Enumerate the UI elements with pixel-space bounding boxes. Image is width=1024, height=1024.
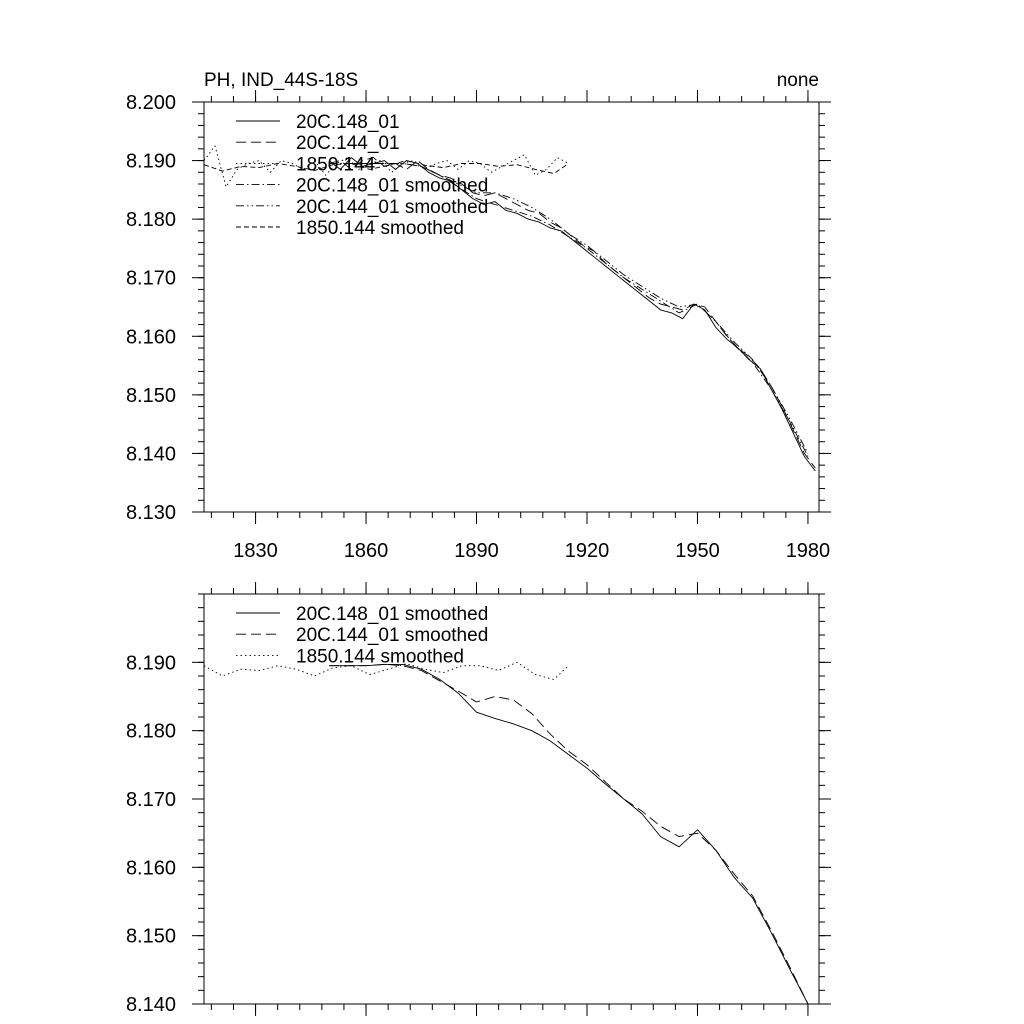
y-tick-label: 8.190	[125, 652, 176, 675]
y-tick-label: 8.140	[125, 443, 176, 466]
y-tick-label: 8.140	[125, 994, 176, 1016]
axis-ticks	[126, 90, 831, 562]
x-tick-label: 1950	[675, 540, 720, 562]
top-panel	[126, 70, 831, 562]
chart-title-right: none	[776, 70, 819, 91]
legend-label: 1850.144 smoothed	[296, 218, 464, 239]
legend-label: 20C.148_01 smoothed	[296, 175, 489, 197]
y-tick-label: 8.180	[125, 209, 176, 232]
legend-label: 20C.144_01	[296, 133, 400, 155]
x-tick-label: 1830	[233, 540, 278, 562]
y-tick-label: 8.200	[125, 92, 176, 114]
legend-label: 20C.144_01 smoothed	[296, 196, 489, 218]
series-lines	[204, 662, 808, 1004]
x-tick-label: 1920	[564, 540, 610, 562]
y-tick-label: 8.180	[125, 720, 176, 743]
y-tick-label: 8.190	[125, 150, 176, 173]
y-tick-label: 8.170	[125, 789, 176, 811]
x-tick-label: 1890	[454, 540, 499, 562]
legend	[236, 604, 488, 667]
y-tick-label: 8.170	[125, 267, 176, 290]
legend-label: 20C.144_01 smoothed	[296, 625, 489, 647]
y-tick-label: 8.160	[125, 326, 176, 349]
chart-title: PH, IND_44S-18S	[204, 70, 359, 91]
legend	[236, 112, 488, 239]
bottom-panel	[126, 582, 831, 1016]
legend-label: 20C.148_01 smoothed	[296, 604, 489, 625]
x-tick-label: 1860	[343, 540, 389, 562]
legend-label: 1850.144	[296, 154, 376, 176]
y-tick-label: 8.130	[125, 502, 176, 524]
x-tick-label: 1980	[785, 540, 831, 562]
legend-label: 1850.144 smoothed	[296, 646, 464, 668]
y-tick-label: 8.150	[125, 925, 176, 948]
series-line	[329, 664, 808, 1004]
y-tick-label: 8.150	[125, 384, 176, 407]
axis-ticks	[126, 582, 831, 1016]
y-tick-label: 8.160	[125, 857, 176, 880]
legend-label: 20C.148_01	[296, 112, 400, 133]
series-line	[329, 664, 808, 1004]
